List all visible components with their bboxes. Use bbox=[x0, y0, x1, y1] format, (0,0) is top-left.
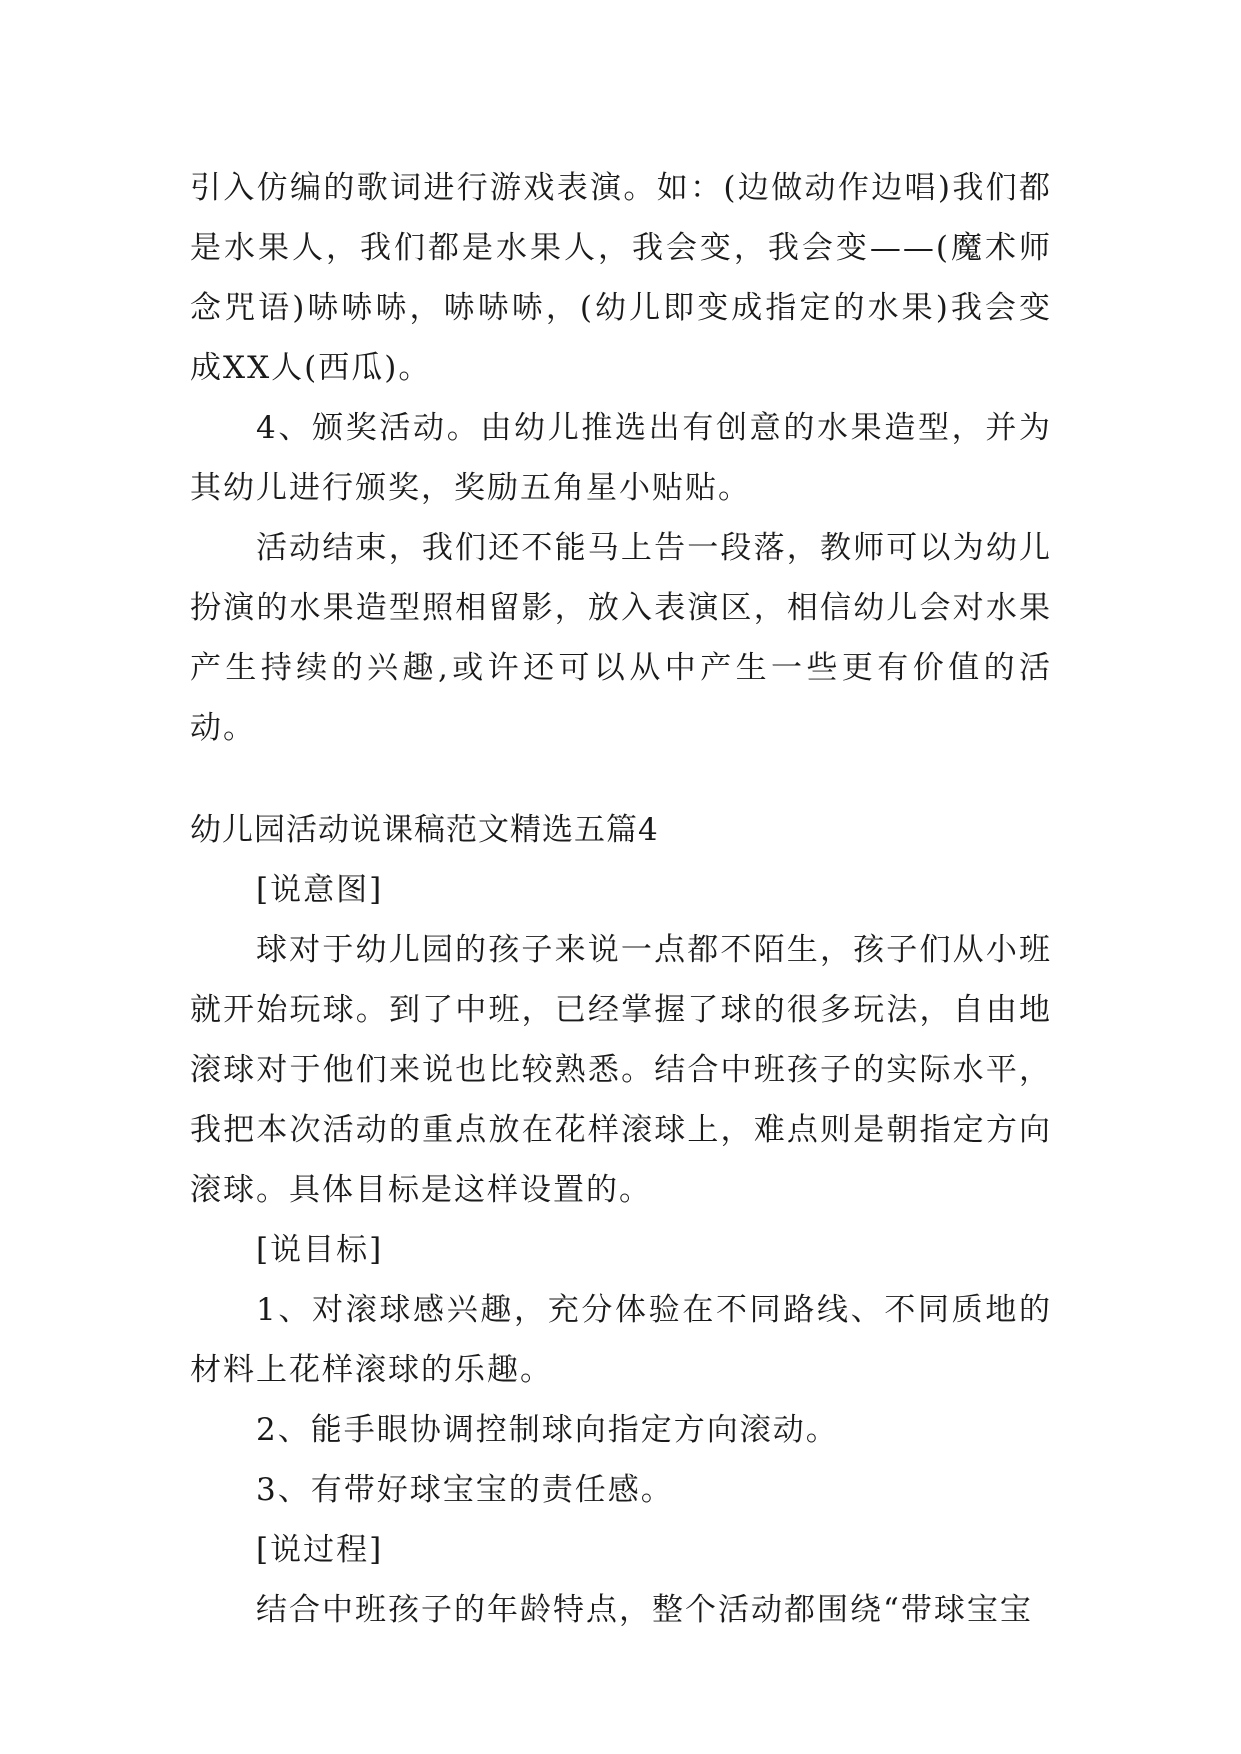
paragraph-process: 结合中班孩子的年龄特点，整个活动都围绕“带球宝宝 bbox=[256, 1592, 1033, 1628]
paragraph-lyrics-game: 引入仿编的歌词进行游戏表演。如：(边做动作边唱)我们都是水果人，我们都是水果人，我会变，我会变——(魔术师念咒语)哧哧哧，哧哧哧，(幼儿即变成指定的水果)我会变成XX人(西瓜)。 bbox=[190, 170, 1052, 386]
subheading-goals: [说目标] bbox=[256, 1232, 384, 1268]
paragraph-award-activity: 4、颁奖活动。由幼儿推选出有创意的水果造型，并为其幼儿进行颁奖，奖励五角星小贴贴。 bbox=[190, 410, 1052, 506]
subheading-process: [说过程] bbox=[256, 1532, 384, 1568]
document-body bbox=[190, 158, 1052, 1640]
goal-item-3: 3、有带好球宝宝的责任感。 bbox=[256, 1472, 674, 1508]
goal-item-2: 2、能手眼协调控制球向指定方向滚动。 bbox=[256, 1412, 839, 1448]
paragraph-intent: 球对于幼儿园的孩子来说一点都不陌生，孩子们从小班就开始玩球。到了中班，已经掌握了球的很多玩法，自由地滚球对于他们来说也比较熟悉。结合中班孩子的实际水平，我把本次活动的重点放在花样滚球上，难点则是朝指定方向滚球。具体目标是这样设置的。 bbox=[190, 932, 1052, 1208]
section-title: 幼儿园活动说课稿范文精选五篇4 bbox=[190, 812, 659, 848]
goal-item-1: 1、对滚球感兴趣，充分体验在不同路线、不同质地的材料上花样滚球的乐趣。 bbox=[190, 1292, 1052, 1388]
subheading-intent: [说意图] bbox=[256, 872, 384, 908]
paragraph-activity-end: 活动结束，我们还不能马上告一段落，教师可以为幼儿扮演的水果造型照相留影，放入表演区，相信幼儿会对水果产生持续的兴趣,或许还可以从中产生一些更有价值的活动。 bbox=[190, 530, 1052, 746]
